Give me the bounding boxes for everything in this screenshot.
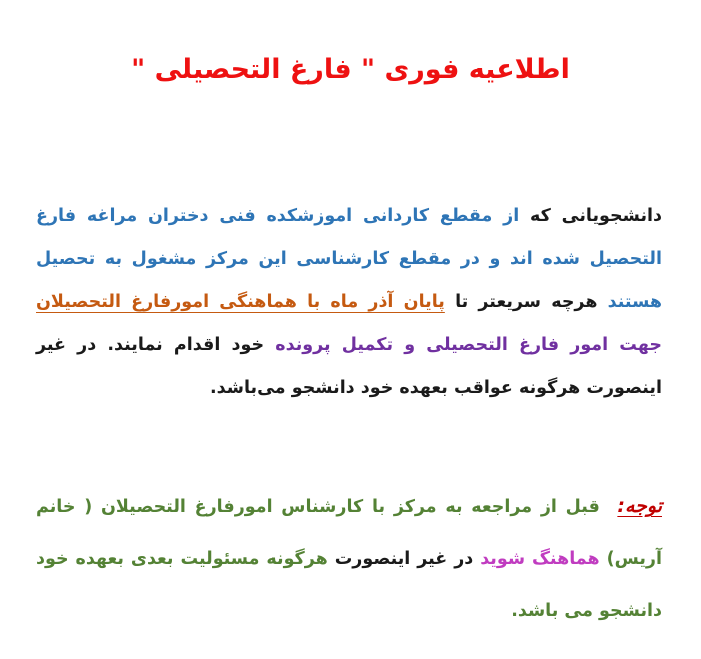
notice-paragraph <box>36 195 662 410</box>
paragraph-segment-1: دانشجویانی که <box>530 206 662 226</box>
paragraph-segment-2: از مقطع کاردانی اموزشکده فنی دختران مراغه فارغ التحصیل شده اند و در مقطع کارشناسی این مرکز مشغول به تحصیل هستند <box>36 206 663 312</box>
paragraph-deadline: پایان آذر ماه با هماهنگی امورفارغ التحصیلان <box>36 292 445 312</box>
note-label: توجه: <box>617 495 662 517</box>
paragraph-segment-6: خود اقدام نمایند. در غیر اینصورت هرگونه عواقب بعهده خود دانشجو می‌باشد. <box>36 335 662 398</box>
paragraph-segment-5: جهت امور فارغ التحصیلی و تکمیل پرونده <box>275 335 662 355</box>
note-segment-3: در غیر اینصورت <box>334 549 474 569</box>
note-segment-4: هرگونه مسئولیت بعدی بعهده خود دانشجو می باشد. <box>36 549 662 621</box>
notice-title: اطلاعیه فوری " فارغ التحصیلی " <box>131 54 570 85</box>
paragraph-segment-3: هرچه سریعتر تا <box>455 292 598 312</box>
notice-note <box>36 480 662 637</box>
note-segment-2: هماهنگ شوید <box>480 549 600 569</box>
note-segment-1: قبل از مراجعه به مرکز با کارشناس امورفارغ التحصیلان ( خانم آریس) <box>36 497 662 569</box>
